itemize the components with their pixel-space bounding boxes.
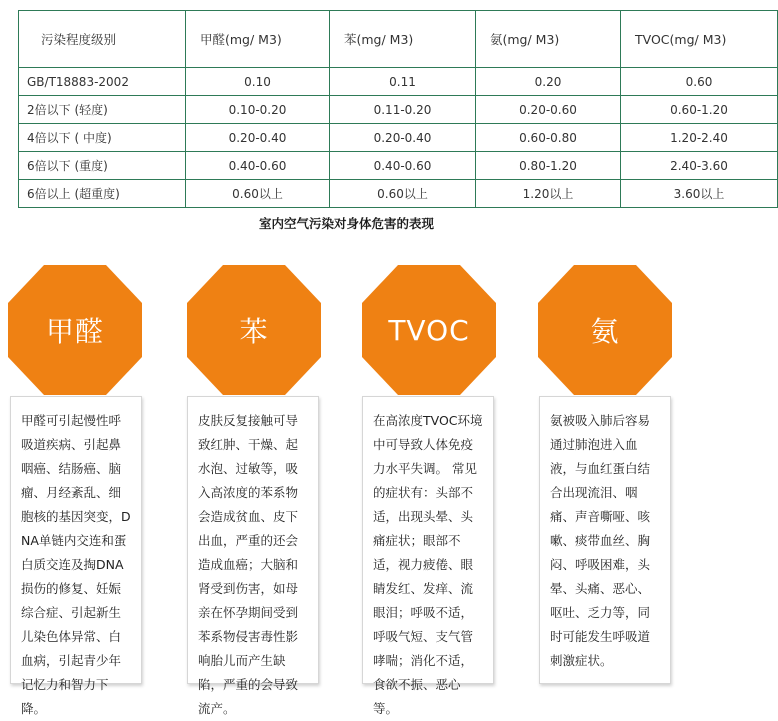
table-cell: 4倍以下 ( 中度) bbox=[19, 124, 186, 152]
header-cell-benzene: 苯(mg/ M3) bbox=[330, 11, 476, 68]
ammonia-description-box bbox=[539, 396, 671, 684]
table-row bbox=[19, 180, 778, 208]
table-cell: 0.80-1.20 bbox=[476, 152, 621, 180]
table-cell: 0.11-0.20 bbox=[330, 96, 476, 124]
card-description: 皮肤反复接触可导致红肿、干燥、起水泡、过敏等，吸入高浓度的苯系物会造成贫血、皮下出血，严重的还会造成血癌；大脑和肾受到伤害，如母亲在怀孕期间受到苯系物侵害毒性影响胎儿而产生缺陷，严重的会导致流产。 bbox=[198, 413, 299, 716]
card-description: 甲醛可引起慢性呼吸道疾病、引起鼻咽癌、结肠癌、脑瘤、月经紊乱、细胞核的基因突变，DNA单链内交连和蛋白质交连及掏DNA损伤的修复、妊娠综合症、引起新生儿染色体异常、白血病，引起青少年记忆力和智力下降。 bbox=[21, 413, 131, 716]
table-row bbox=[19, 152, 778, 180]
table-cell: 2.40-3.60 bbox=[621, 152, 778, 180]
badge-title: 苯 bbox=[239, 315, 269, 348]
pollution-level-table bbox=[18, 10, 778, 208]
card-description: 在高浓度TVOC环境中可导致人体免疫力水平失调。 常见的症状有：头部不适，出现头晕、头痛症状；眼部不适，视力疲倦、眼睛发红、发痒、流眼泪；呼吸不适，呼吸气短、支气管哮喘；消化不适，食欲不振、恶心等。 bbox=[373, 413, 483, 716]
table-cell: 0.20-0.40 bbox=[186, 124, 330, 152]
pollutant-cards bbox=[0, 265, 693, 716]
header-cell-level: 污染程度级别 bbox=[19, 11, 186, 68]
table-cell: GB/T18883-2002 bbox=[19, 68, 186, 96]
section-caption: 室内空气污染对身体危害的表现 bbox=[258, 216, 434, 231]
table-cell: 0.11 bbox=[330, 68, 476, 96]
formaldehyde-badge bbox=[8, 265, 142, 395]
table-row bbox=[19, 68, 778, 96]
benzene-badge bbox=[187, 265, 321, 395]
table-cell: 0.40-0.60 bbox=[186, 152, 330, 180]
table-cell: 0.60以上 bbox=[330, 180, 476, 208]
table-cell: 0.10 bbox=[186, 68, 330, 96]
table-cell: 0.20-0.40 bbox=[330, 124, 476, 152]
table-cell: 6倍以上 (超重度) bbox=[19, 180, 186, 208]
table-cell: 0.60-0.80 bbox=[476, 124, 621, 152]
header-cell-tvoc: TVOC(mg/ M3) bbox=[621, 11, 778, 68]
table-cell: 0.20 bbox=[476, 68, 621, 96]
table-cell: 3.60以上 bbox=[621, 180, 778, 208]
table-cell: 1.20以上 bbox=[476, 180, 621, 208]
header-cell-formaldehyde: 甲醛(mg/ M3) bbox=[186, 11, 330, 68]
table-cell: 0.60-1.20 bbox=[621, 96, 778, 124]
ammonia-badge bbox=[538, 265, 672, 395]
table-cell: 1.20-2.40 bbox=[621, 124, 778, 152]
benzene-description-box bbox=[187, 396, 319, 716]
table-header-row bbox=[19, 11, 778, 68]
table-cell: 0.20-0.60 bbox=[476, 96, 621, 124]
table-cell: 0.60 bbox=[621, 68, 778, 96]
tvoc-description-box bbox=[362, 396, 494, 716]
table-cell: 0.10-0.20 bbox=[186, 96, 330, 124]
table-cell: 2倍以下 (轻度) bbox=[19, 96, 186, 124]
table-row bbox=[19, 124, 778, 152]
card-description: 氨被吸入肺后容易通过肺泡进入血液，与血红蛋白结合出现流泪、咽痛、声音嘶哑、咳嗽、痰带血丝、胸闷、呼吸困难，头晕、头痛、恶心、呕吐、乏力等，同时可能发生呼吸道刺激症状。 bbox=[550, 413, 651, 668]
badge-title: 甲醛 bbox=[45, 315, 104, 348]
pollution-level-table-wrapper bbox=[18, 10, 728, 208]
badge-title: 氨 bbox=[590, 315, 620, 348]
table-cell: 0.60以上 bbox=[186, 180, 330, 208]
table-row bbox=[19, 96, 778, 124]
tvoc-badge bbox=[362, 265, 496, 395]
table-cell: 6倍以下 (重度) bbox=[19, 152, 186, 180]
badge-title: TVOC bbox=[388, 313, 470, 347]
header-cell-ammonia: 氨(mg/ M3) bbox=[476, 11, 621, 68]
table-cell: 0.40-0.60 bbox=[330, 152, 476, 180]
formaldehyde-description-box bbox=[10, 396, 142, 716]
